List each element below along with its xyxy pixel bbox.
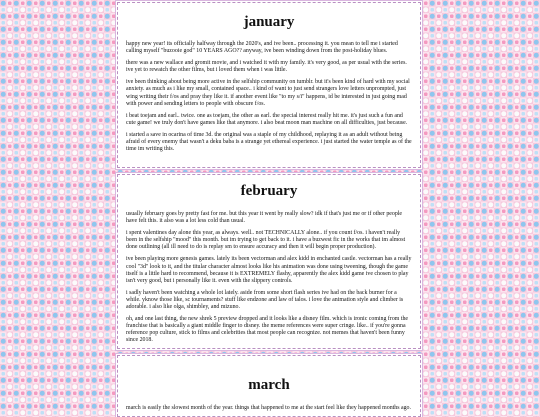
- entry-paragraph: ive been thinking about being more active in the selfship community on tumblr. but it's been kind of hard with my social anxiety. as much as i like my small, contained space.. i kind of want to just send strangers love letters unprompted, just wing writing their f/os and pray they like it. if another event like "to my s/i" happens, id be interested in just going mad with power and sending letters to people with obscure f/os.: [126, 79, 410, 107]
- entry-paragraph: happy new year! its officially halfway through the 2020's, and ive been.. processing it. you mean to tell me i started calling myself "buzooie god" 10 YEARS AGO?? anyway, ive been winding down from the post-holiday blues.: [126, 41, 398, 55]
- month-entry-january: [117, 2, 421, 168]
- entry-paragraph: i beat toejam and earl.. twice. one as toejam, the other as earl. the special interest really hit me. it's just such a fun and cute game! we truly don't have games like that anymore. i also beat moon man machine on all difficulties, just because.: [126, 112, 408, 126]
- month-heading: march: [248, 377, 290, 393]
- entry-paragraph: ive been playing more genesis games. lately its been vectorman and alex kidd in enchanted castle. vectorman has a really cool "3d" look to it, and the titular character almost looks like his animation was done using tweening, though the game itself is a little hard to recommend, because it is EXTREMELY flashy, apparently the alex kidd game ive chosen to play isn't very good, but i personally like it. even with the slippery controls.: [126, 256, 412, 284]
- month-entry-march: [117, 355, 421, 417]
- entry-paragraph: march is easily the slowest month of the year. things that happened to me at the start feel like they happened months ago.: [126, 405, 411, 411]
- entry-paragraph: there was a new wallace and gromit movie, and i watched it with my family. it's very good, as per usual with the series. ive yet to rewatch the other films, but i loved them when i was little.: [126, 60, 407, 74]
- entry-paragraph: oh, and one last thing, the new shrek 5 preview dropped and it looks like a disney film. which is ironic coming from the franchise that is basically a giant middle finger to disney. the meme references were super cringe. like.. if you're gonna reference pop culture, stick to films and celebrities that most people can recognize. not memes that haven't been funny since 2018.: [126, 316, 409, 344]
- entry-paragraph: i spent valentines day alone this year, as always. well.. not TECHNICALLY alone.. if you count f/os. i haven't really been in the selfship "mood" this month. but im trying to get back to it. i have a buzwest fic in the works that im almost done outlining (all ill need to do is replay sm to ensure accuracy and then it will begin proper production).: [126, 230, 406, 251]
- month-entry-february: [117, 174, 421, 349]
- entry-paragraph: i started a save in ocarina of time 3d. the original was a staple of my childhood, replaying it as an adult without being afraid of every enemy that wasn't a deku baba is a strange yet ethereal experience. i just started the water temple as of the time im writing this.: [126, 131, 412, 153]
- month-heading: february: [240, 183, 298, 199]
- entry-paragraph: usually february goes by pretty fast for me. but this year it went by really slow? idk if that's just me or if other people have felt this. it also was a lot less cold than usual.: [126, 211, 403, 225]
- month-heading: january: [243, 14, 295, 30]
- entry-paragraph: i sadly haven't been watching a whole lot lately. aside from some short flash series ive had on the back burner for a while. yknow those like, sc tournaments? stuff like endzone and law of talos. i love the animation style and climber is adorable. i also like olga, shimbley, and mizuno.: [126, 289, 404, 311]
